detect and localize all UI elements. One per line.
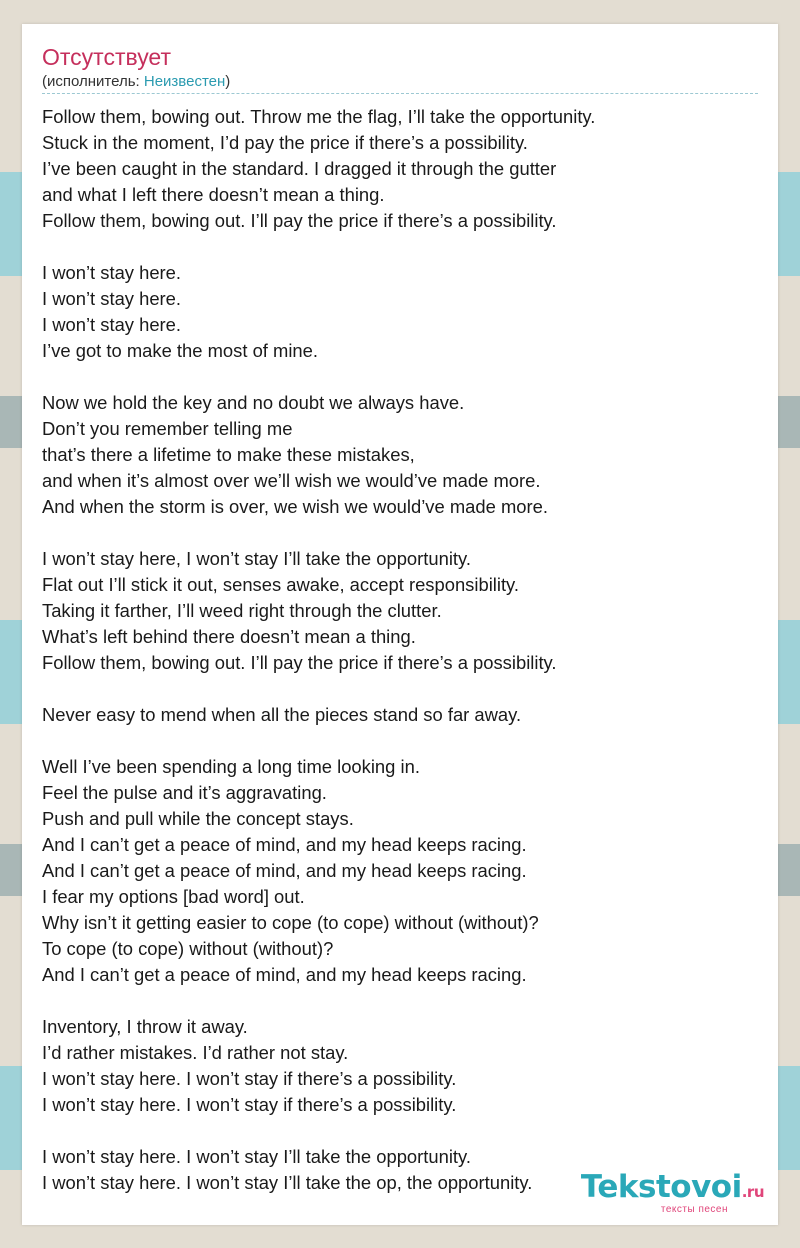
lyric-line: I won’t stay here. (42, 288, 182, 309)
artist-prefix: (исполнитель: (42, 73, 144, 90)
lyric-line: I won’t stay here. I won’t stay if there’s a possibility. (42, 1094, 457, 1115)
lyric-line: And I can’t get a peace of mind, and my head keeps racing. (42, 964, 527, 985)
lyric-line: I won’t stay here. I won’t stay I’ll take the op, the opportunity. (42, 1172, 533, 1193)
lyric-line: Well I’ve been spending a long time looking in. (42, 756, 420, 777)
logo-tld: .ru (741, 1183, 764, 1201)
lyric-line: and when it’s almost over we’ll wish we would’ve made more. (42, 470, 541, 491)
lyric-line: Follow them, bowing out. Throw me the flag, I’ll take the opportunity. (42, 106, 596, 127)
lyric-line: Push and pull while the concept stays. (42, 808, 354, 829)
lyric-line: Taking it farther, I’ll weed right through the clutter. (42, 600, 442, 621)
artist-suffix: ) (225, 73, 231, 90)
lyric-line: that’s there a lifetime to make these mistakes, (42, 444, 415, 465)
lyric-line: Never easy to mend when all the pieces stand so far away. (42, 704, 522, 725)
lyric-line: I won’t stay here. (42, 314, 182, 335)
song-title: Отсутствует (42, 44, 171, 70)
lyric-line: Feel the pulse and it’s aggravating. (42, 782, 327, 803)
lyric-line: I won’t stay here. I won’t stay if there’s a possibility. (42, 1068, 457, 1089)
site-logo[interactable] (571, 1169, 768, 1215)
stanza-break (42, 728, 762, 754)
lyric-line: Inventory, I throw it away. (42, 1016, 248, 1037)
lyric-line: Stuck in the moment, I’d pay the price if there’s a possibility. (42, 132, 528, 153)
lyric-line: I’ve been caught in the standard. I dragged it through the gutter (42, 158, 557, 179)
lyrics-card (22, 24, 778, 1225)
lyrics-body (42, 104, 762, 1196)
lyric-line: Now we hold the key and no doubt we always have. (42, 392, 465, 413)
lyric-line: and what I left there doesn’t mean a thing. (42, 184, 385, 205)
lyric-line: I won’t stay here. (42, 262, 182, 283)
stanza-break (42, 234, 762, 260)
lyric-line: Follow them, bowing out. I’ll pay the price if there’s a possibility. (42, 652, 557, 673)
stanza-break (42, 364, 762, 390)
lyric-line: To cope (to cope) without (without)? (42, 938, 334, 959)
lyric-line: Why isn’t it getting easier to cope (to cope) without (without)? (42, 912, 539, 933)
lyric-line: What’s left behind there doesn’t mean a thing. (42, 626, 416, 647)
lyric-line: Follow them, bowing out. I’ll pay the price if there’s a possibility. (42, 210, 557, 231)
lyric-line: I’d rather mistakes. I’d rather not stay. (42, 1042, 349, 1063)
lyric-line: I won’t stay here, I won’t stay I’ll take the opportunity. (42, 548, 471, 569)
lyric-line: And when the storm is over, we wish we would’ve made more. (42, 496, 548, 517)
stanza-break (42, 676, 762, 702)
lyric-line: And I can’t get a peace of mind, and my head keeps racing. (42, 860, 527, 881)
logo-name: Tekstovoi (580, 1169, 742, 1205)
lyric-line: I fear my options [bad word] out. (42, 886, 305, 907)
lyric-line: I won’t stay here. I won’t stay I’ll take the opportunity. (42, 1146, 471, 1167)
lyric-line: Don’t you remember telling me (42, 418, 293, 439)
lyric-line: I’ve got to make the most of mine. (42, 340, 318, 361)
lyric-line: Flat out I’ll stick it out, senses awake, accept responsibility. (42, 574, 519, 595)
stanza-break (42, 988, 762, 1014)
lyric-line: And I can’t get a peace of mind, and my head keeps racing. (42, 834, 527, 855)
artist-line (42, 73, 230, 91)
dashed-divider (42, 93, 758, 94)
logo-tagline: тексты песен (660, 1204, 728, 1215)
stanza-break (42, 520, 762, 546)
stanza-break (42, 1118, 762, 1144)
artist-link[interactable]: Неизвестен (143, 73, 226, 90)
